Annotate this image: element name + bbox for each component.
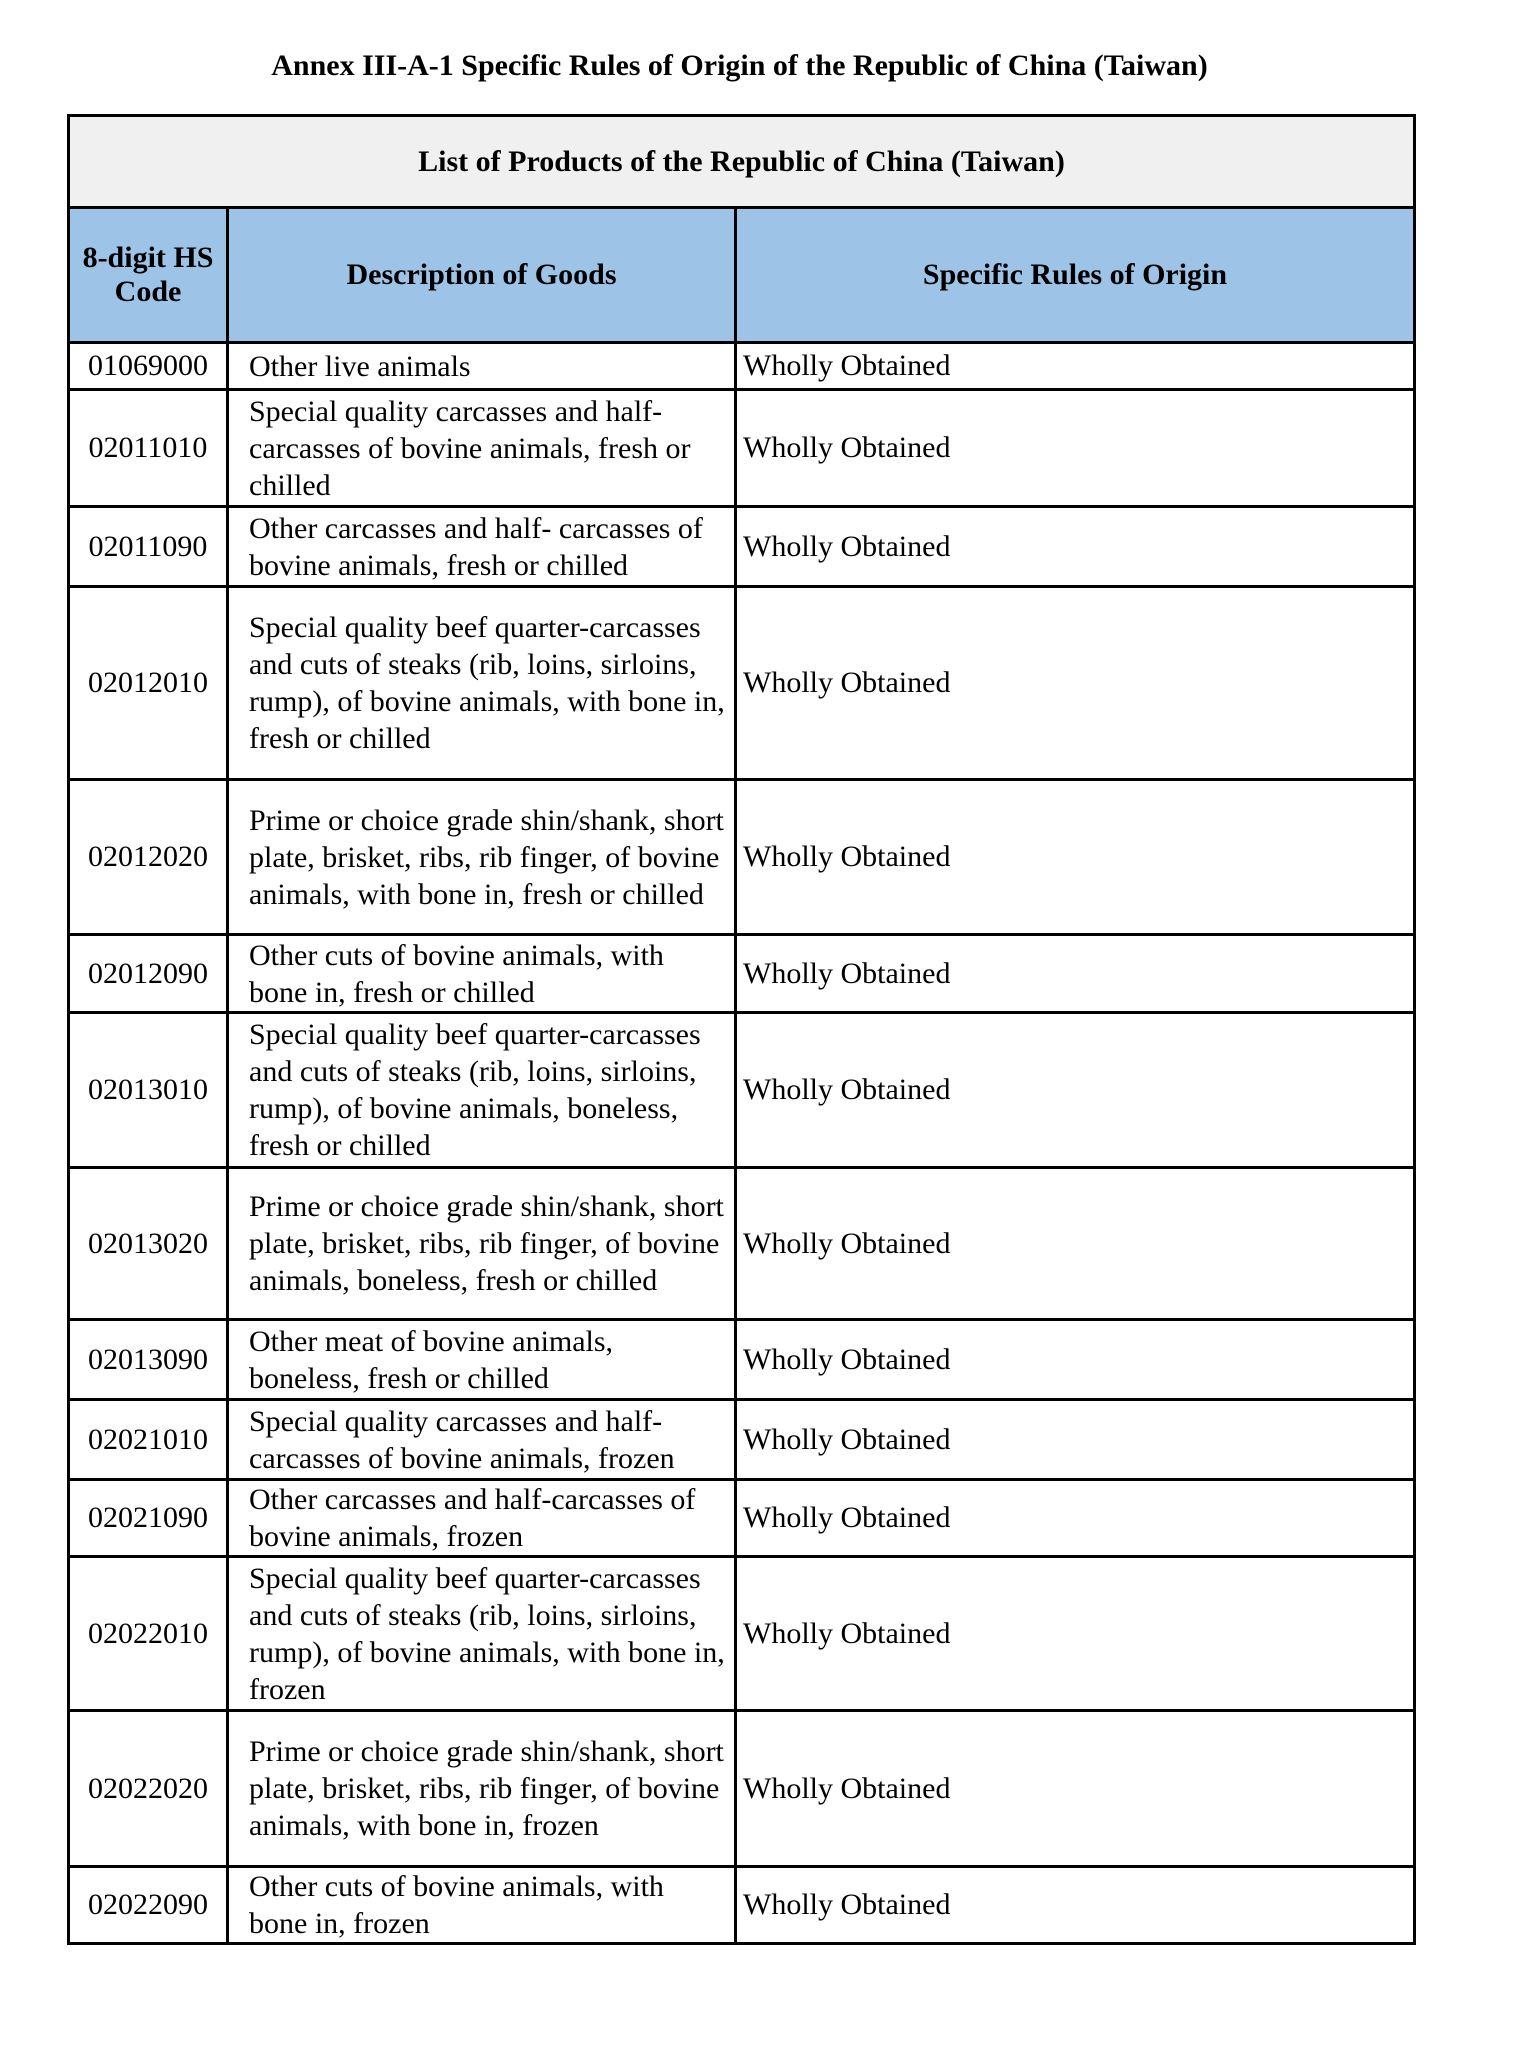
rule-cell: Wholly Obtained — [736, 780, 1415, 935]
hs-code-cell: 02021090 — [69, 1480, 228, 1557]
hs-code-cell: 01069000 — [69, 343, 228, 390]
column-header-hs-code: 8-digit HS Code — [69, 208, 228, 343]
table-row — [69, 1168, 1415, 1320]
rule-cell: Wholly Obtained — [736, 935, 1415, 1013]
hs-code-cell: 02021010 — [69, 1400, 228, 1480]
description-cell: Other meat of bovine animals, boneless, fresh or chilled — [228, 1320, 736, 1400]
table-row — [69, 1711, 1415, 1867]
hs-code-cell: 02012090 — [69, 935, 228, 1013]
rule-cell: Wholly Obtained — [736, 1867, 1415, 1944]
rule-cell: Wholly Obtained — [736, 390, 1415, 507]
rule-cell: Wholly Obtained — [736, 1557, 1415, 1711]
column-header-rules: Specific Rules of Origin — [736, 208, 1415, 343]
description-cell: Other carcasses and half-carcasses of bovine animals, frozen — [228, 1480, 736, 1557]
hs-code-cell: 02013090 — [69, 1320, 228, 1400]
table-row — [69, 390, 1415, 507]
hs-code-cell: 02011090 — [69, 507, 228, 587]
rule-cell: Wholly Obtained — [736, 1711, 1415, 1867]
rules-of-origin-table — [67, 114, 1416, 1945]
table-caption-row — [69, 116, 1415, 208]
table-row — [69, 587, 1415, 780]
hs-code-cell: 02012020 — [69, 780, 228, 935]
document-title: Annex III-A-1 Specific Rules of Origin of the Republic of China (Taiwan) — [271, 49, 1208, 82]
table-row — [69, 1867, 1415, 1944]
hs-code-cell: 02013020 — [69, 1168, 228, 1320]
rule-cell: Wholly Obtained — [736, 1168, 1415, 1320]
rule-cell: Wholly Obtained — [736, 587, 1415, 780]
table-caption: List of Products of the Republic of China (Taiwan) — [69, 116, 1415, 208]
description-cell: Prime or choice grade shin/shank, short plate, brisket, ribs, rib finger, of bovine animals, boneless, fresh or chilled — [228, 1168, 736, 1320]
description-cell: Special quality carcasses and half-carcasses of bovine animals, fresh or chilled — [228, 390, 736, 507]
table-row — [69, 1480, 1415, 1557]
table-row — [69, 507, 1415, 587]
rule-cell: Wholly Obtained — [736, 1400, 1415, 1480]
hs-code-cell: 02012010 — [69, 587, 228, 780]
hs-code-cell: 02022010 — [69, 1557, 228, 1711]
table-row — [69, 1320, 1415, 1400]
hs-code-cell: 02011010 — [69, 390, 228, 507]
hs-code-cell: 02022090 — [69, 1867, 228, 1944]
table-row — [69, 780, 1415, 935]
rule-cell: Wholly Obtained — [736, 1013, 1415, 1168]
table-row — [69, 935, 1415, 1013]
hs-code-cell: 02013010 — [69, 1013, 228, 1168]
description-cell: Prime or choice grade shin/shank, short plate, brisket, ribs, rib finger, of bovine animals, with bone in, fresh or chilled — [228, 780, 736, 935]
description-cell: Special quality beef quarter-carcasses and cuts of steaks (rib, loins, sirloins, rump), of bovine animals, boneless, fresh or chilled — [228, 1013, 736, 1168]
description-cell: Other cuts of bovine animals, with bone in, fresh or chilled — [228, 935, 736, 1013]
table-row — [69, 343, 1415, 390]
table-header-row — [69, 208, 1415, 343]
description-cell: Special quality beef quarter-carcasses and cuts of steaks (rib, loins, sirloins, rump), of bovine animals, with bone in, frozen — [228, 1557, 736, 1711]
description-cell: Other carcasses and half- carcasses of bovine animals, fresh or chilled — [228, 507, 736, 587]
description-cell: Other cuts of bovine animals, with bone in, frozen — [228, 1867, 736, 1944]
description-cell: Prime or choice grade shin/shank, short plate, brisket, ribs, rib finger, of bovine animals, with bone in, frozen — [228, 1711, 736, 1867]
column-header-description: Description of Goods — [228, 208, 736, 343]
description-cell: Other live animals — [228, 343, 736, 390]
table-row — [69, 1400, 1415, 1480]
description-cell: Special quality beef quarter-carcasses and cuts of steaks (rib, loins, sirloins, rump), of bovine animals, with bone in, fresh or chilled — [228, 587, 736, 780]
table-row — [69, 1013, 1415, 1168]
rule-cell: Wholly Obtained — [736, 1480, 1415, 1557]
table-row — [69, 1557, 1415, 1711]
description-cell: Special quality carcasses and half-carcasses of bovine animals, frozen — [228, 1400, 736, 1480]
rule-cell: Wholly Obtained — [736, 507, 1415, 587]
hs-code-cell: 02022020 — [69, 1711, 228, 1867]
rule-cell: Wholly Obtained — [736, 343, 1415, 390]
rule-cell: Wholly Obtained — [736, 1320, 1415, 1400]
